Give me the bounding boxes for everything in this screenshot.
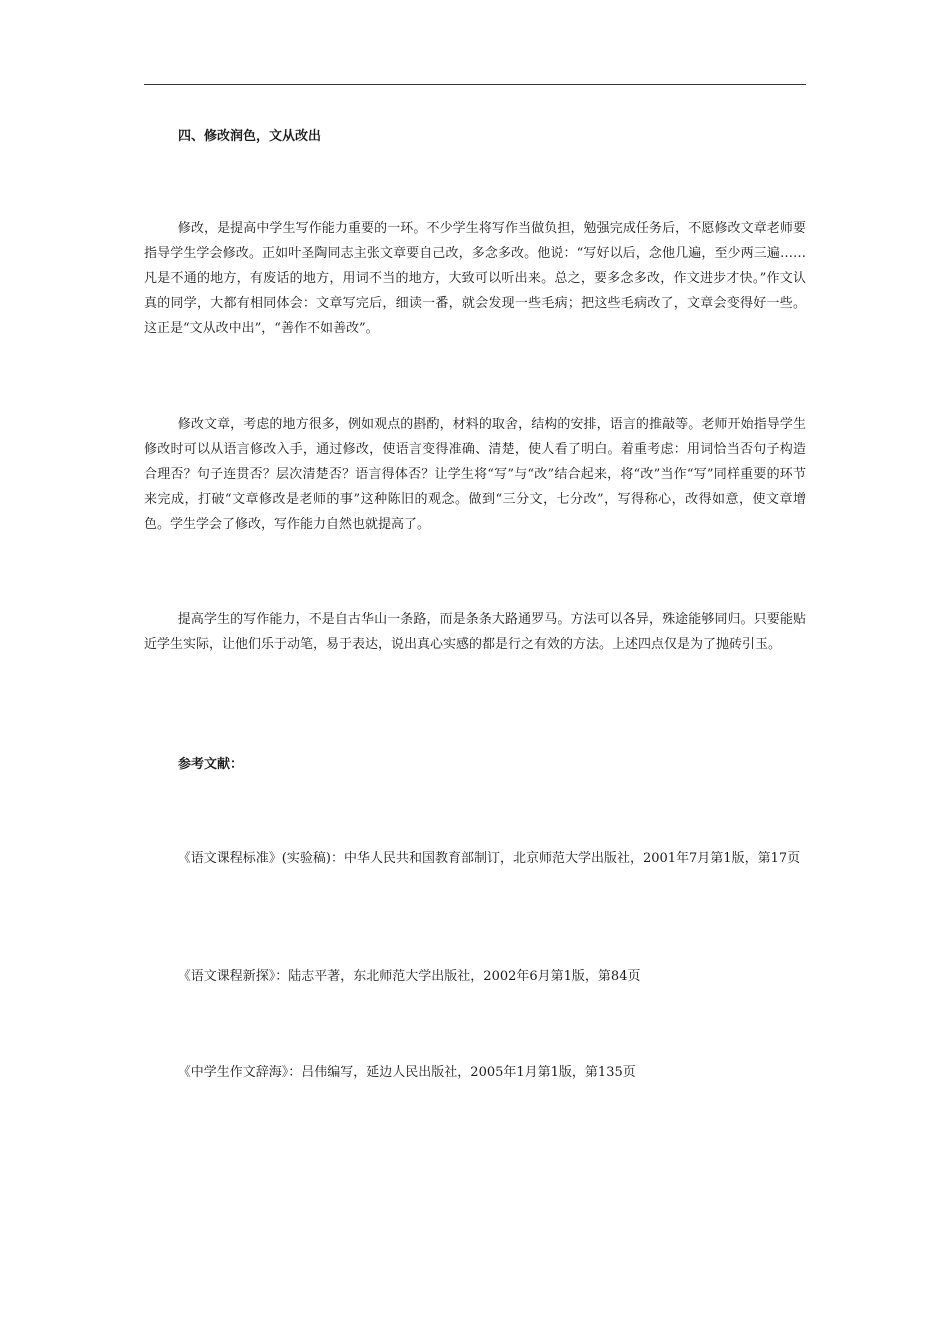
paragraph-revision-importance: 修改，是提高中学生写作能力重要的一环。不少学生将写作当做负担，勉强完成任务后，不愿修改文章老师要指导学生学会修改。正如叶圣陶同志主张文章要自己改，多念多改。他说：“写好以后，念他几遍，至少两三遍……凡是不通的地方，有废话的地方，用词不当的地方，大致可以听出来。总之，要多念多改，作文进步才快。”作文认真的同学，大都有相同体会：文章写完后，细读一番，就会发现一些毛病；把这些毛病改了，文章会变得好一些。这正是“文从改中出”，“善作不如善改”。 [144, 221, 806, 336]
reference-item: 《语文课程新探》：陆志平著，东北师范大学出版社，2002年6月第1版，第84页 [177, 969, 641, 984]
paragraph-revision-method: 修改文章，考虑的地方很多，例如观点的斟酌，材料的取舍，结构的安排，语言的推敲等。老师开始指导学生修改时可以从语言修改入手，通过修改，使语言变得准确、清楚，使人看了明白。着重考虑：用词恰当否句子构造合理否？句子连贯否？层次清楚否？语言得体否？让学生将“写”与“改”结合起来，将“改”当作“写”同样重要的环节来完成，打破“文章修改是老师的事”这种陈旧的观念。做到“三分文，七分改”，写得称心，改得如意，使文章增色。学生学会了修改，写作能力自然也就提高了。 [144, 417, 806, 532]
section-heading: 四、修改润色，文从改出 [178, 129, 322, 144]
references-heading: 参考文献： [178, 757, 244, 772]
header-rule [144, 84, 806, 85]
reference-item: 《中学生作文辞海》：吕伟编写，延边人民出版社，2005年1月第1版，第135页 [177, 1065, 636, 1080]
reference-item: 《语文课程标准》(实验稿)：中华人民共和国教育部制订，北京师范大学出版社，2001年7月第1版，第17页 [177, 851, 801, 866]
paragraph-conclusion: 提高学生的写作能力，不是自古华山一条路，而是条条大路通罗马。方法可以各异，殊途能够同归。只要能贴近学生实际，让他们乐于动笔，易于表达，说出真心实感的都是行之有效的方法。上述四点仅是为了抛砖引玉。 [144, 612, 806, 652]
